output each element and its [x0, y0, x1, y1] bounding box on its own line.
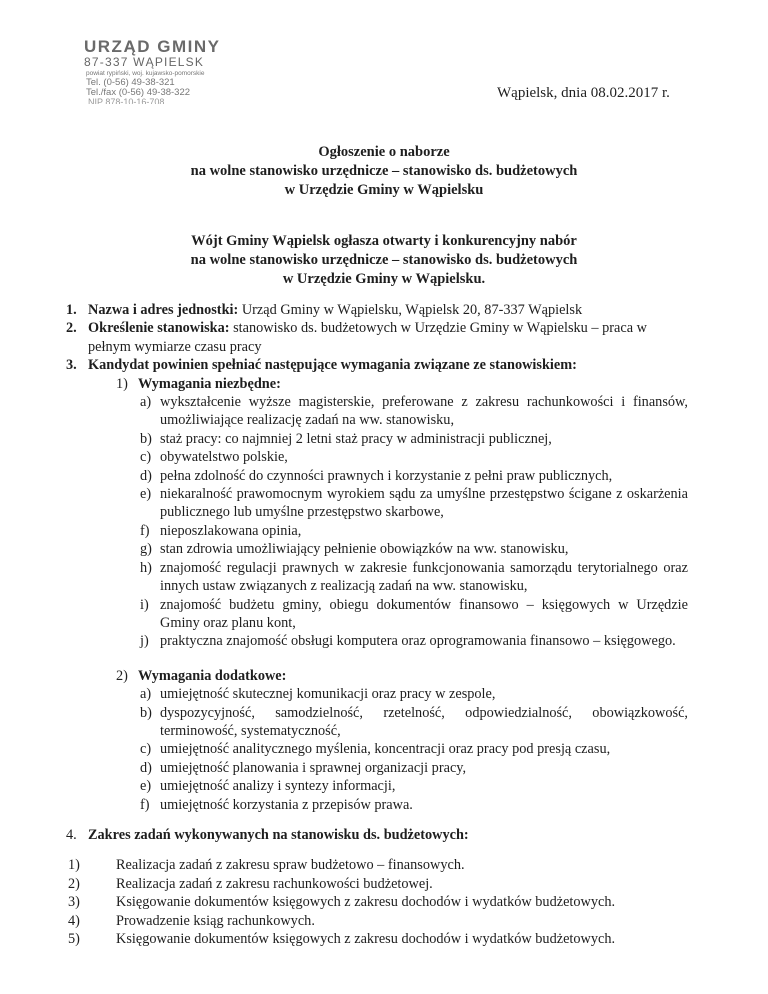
section-number: 4. — [66, 826, 77, 843]
list-item: i) znajomość budżetu gminy, obiegu dokumentów finansowo – księgowych w Urzędzie Gminy oraz planu kont, — [140, 596, 688, 631]
section-number: 2. — [66, 320, 77, 337]
title-line-3: w Urzędzie Gminy w Wąpielsku — [284, 182, 484, 198]
list-item: b) dyspozycyjność, samodzielność, rzetelność, odpowiedzialność, obowiązkowość, terminowość, systematyczność, — [140, 704, 688, 739]
list-item: f) umiejętność korzystania z przepisów prawa. — [140, 796, 413, 813]
section-1 — [66, 301, 688, 319]
requirements-additional — [116, 667, 688, 685]
section-2 — [66, 319, 688, 356]
title-line-2: na wolne stanowisko urzędnicze – stanowisko ds. budżetowych — [190, 163, 578, 179]
stamp-fax: Tel./fax (0-56) 49-38-322 — [86, 87, 191, 98]
announcement-title — [0, 143, 768, 200]
list-item: f) nieposzlakowana opinia, — [140, 522, 302, 539]
list-item: d) pełna zdolność do czynności prawnych i korzystanie z pełni praw publicznych, — [140, 467, 613, 484]
stamp-region: powiat rypiński, woj. kujawsko-pomorskie — [86, 70, 205, 77]
list-item: c) umiejętność analitycznego myślenia, koncentracji oraz pracy pod presją czasu, — [140, 741, 611, 758]
document-body — [66, 301, 688, 948]
task-item: 3) Księgowanie dokumentów księgowych z zakresu dochodów i wydatków budżetowych. — [68, 894, 616, 911]
stamp-postal-code: 87-337 WĄPIELSK — [84, 55, 205, 69]
list-item: h) znajomość regulacji prawnych w zakresie funkcjonowania samorządu terytorialnego oraz innych ustaw związanych z realizacją zadań na ww. stanowisku, — [140, 559, 688, 595]
office-stamp — [84, 38, 274, 104]
list-item: d) umiejętność planowania i sprawnej organizacji pracy, — [140, 759, 467, 776]
subtitle-line-2: na wolne stanowisko urzędnicze – stanowisko ds. budżetowych — [190, 252, 578, 268]
list-item: a) wykształcenie wyższe magisterskie, preferowane z zakresu rachunkowości i finansów, umożliwiające realizację zadań na ww. stanowisku, — [140, 394, 688, 429]
title-line-1: Ogłoszenie o naborze — [318, 144, 450, 160]
section-4 — [66, 826, 688, 844]
document-date: Wąpielsk, dnia 08.02.2017 r. — [497, 85, 670, 101]
stamp-phone: Tel. (0-56) 49-38-321 — [86, 77, 175, 88]
section-label: Nazwa i adres jednostki: — [88, 302, 239, 318]
task-item: 4) Prowadzenie ksiąg rachunkowych. — [68, 912, 315, 929]
section-text: stanowisko ds. budżetowych w Urzędzie Gminy w Wąpielsku – praca w pełnym wymiarze czasu pracy — [88, 320, 647, 355]
subsection-label: Wymagania niezbędne: — [138, 375, 281, 392]
task-item: 5) Księgowanie dokumentów księgowych z zakresu dochodów i wydatków budżetowych. — [68, 931, 616, 947]
stamp-nip: NIP 878-10-16-708 — [88, 98, 165, 104]
section-label: Zakres zadań wykonywanych na stanowisku ds. budżetowych: — [88, 826, 469, 843]
list-item: e) umiejętność analizy i syntezy informacji, — [140, 778, 396, 795]
additional-list — [140, 685, 688, 814]
section-label: Kandydat powinien spełniać następujące wymagania związane ze stanowiskiem: — [88, 357, 577, 374]
requirements-essential — [116, 375, 688, 393]
essential-list — [140, 393, 688, 651]
task-item: 2) Realizacja zadań z zakresu rachunkowości budżetowej. — [68, 875, 433, 892]
stamp-office-name: URZĄD GMINY — [84, 37, 221, 56]
task-item: 1) Realizacja zadań z zakresu spraw budżetowo – finansowych. — [68, 857, 465, 874]
section-3 — [66, 356, 688, 374]
announcement-subtitle — [0, 232, 768, 289]
subsection-label: Wymagania dodatkowe: — [138, 667, 287, 684]
subtitle-line-3: w Urzędzie Gminy w Wąpielsku. — [282, 271, 486, 287]
section-number: 3. — [66, 357, 77, 374]
subtitle-line-1: Wójt Gminy Wąpielsk ogłasza otwarty i konkurencyjny nabór — [191, 233, 577, 249]
list-item: a) umiejętność skutecznej komunikacji oraz pracy w zespole, — [140, 686, 496, 703]
task-list — [66, 856, 688, 948]
list-item: b) staż pracy: co najmniej 2 letni staż pracy w administracji publicznej, — [140, 430, 552, 447]
section-number: 1. — [66, 302, 77, 318]
list-item: j) praktyczna znajomość obsługi komputera oraz oprogramowania finansowo – księgowego. — [140, 633, 676, 650]
list-item: c) obywatelstwo polskie, — [140, 449, 288, 466]
section-text: Urząd Gminy w Wąpielsku, Wąpielsk 20, 87-337 Wąpielsk — [238, 302, 583, 318]
section-label: Określenie stanowiska: — [88, 320, 230, 337]
list-item: g) stan zdrowia umożliwiający pełnienie obowiązków na ww. stanowisku, — [140, 541, 569, 558]
list-item: e) niekaralność prawomocnym wyrokiem sądu za umyślne przestępstwo ścigane z oskarżenia publicznego lub umyślne przestępstwo skarbowe, — [140, 486, 688, 521]
subsection-number: 2) — [116, 667, 128, 684]
subsection-number: 1) — [116, 375, 128, 392]
